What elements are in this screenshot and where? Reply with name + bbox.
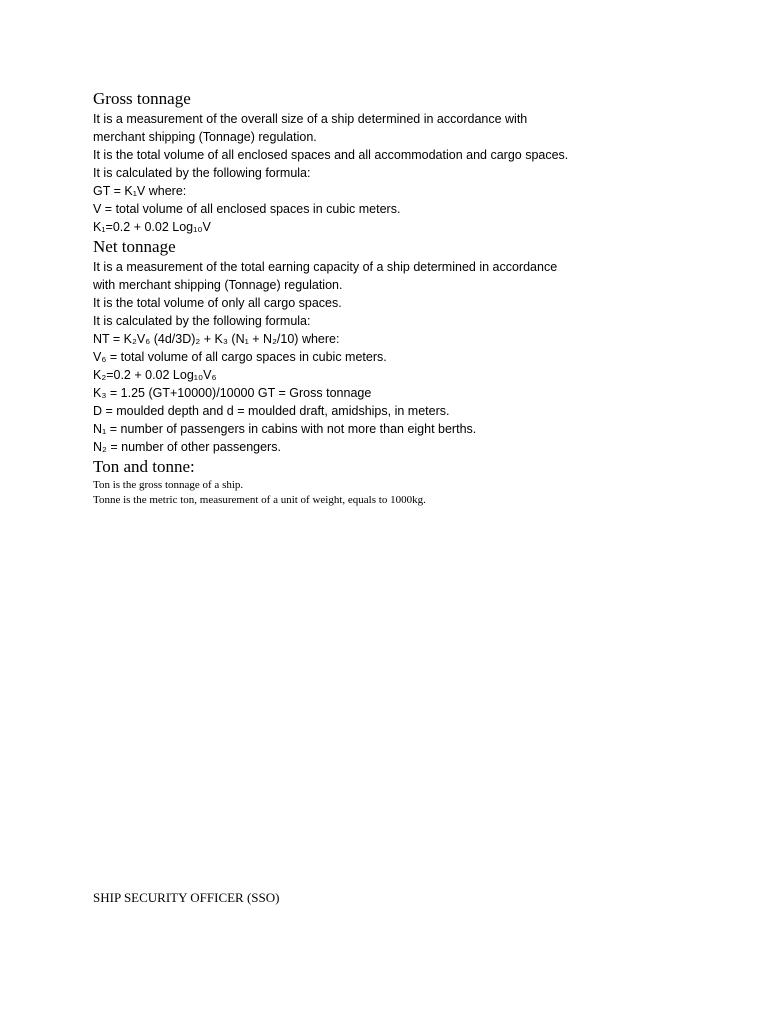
- text-line: N₁ = number of passengers in cabins with not more than eight berths.: [93, 422, 477, 436]
- footer-heading: SHIP SECURITY OFFICER (SSO): [93, 890, 280, 905]
- formula-line: K₂=0.2 + 0.02 Log₁₀V₆: [93, 368, 217, 382]
- formula-line: K₃ = 1.25 (GT+10000)/10000 GT = Gross tonnage: [93, 386, 372, 400]
- document-body: [93, 88, 693, 508]
- text-line: D = moulded depth and d = moulded draft, amidships, in meters.: [93, 404, 450, 418]
- formula-line: NT = K₂V₆ (4d/3D)₂ + K₃ (N₁ + N₂/10) where:: [93, 332, 340, 346]
- text-line: It is the total volume of all enclosed spaces and all accommodation and cargo spaces.: [93, 148, 569, 162]
- heading-gross-tonnage: Gross tonnage: [93, 89, 191, 108]
- text-line: It is calculated by the following formula:: [93, 166, 311, 180]
- text-line: merchant shipping (Tonnage) regulation.: [93, 130, 317, 144]
- text-line: V = total volume of all enclosed spaces in cubic meters.: [93, 202, 401, 216]
- text-line: Ton is the gross tonnage of a ship.: [93, 479, 244, 491]
- text-line: with merchant shipping (Tonnage) regulation.: [93, 278, 343, 292]
- text-line: It is calculated by the following formula:: [93, 314, 311, 328]
- text-line: It is the total volume of only all cargo spaces.: [93, 296, 342, 310]
- text-line: It is a measurement of the total earning capacity of a ship determined in accordance: [93, 260, 558, 274]
- text-line: V₆ = total volume of all cargo spaces in cubic meters.: [93, 350, 387, 364]
- text-line: It is a measurement of the overall size of a ship determined in accordance with: [93, 112, 528, 126]
- formula-line: K₁=0.2 + 0.02 Log₁₀V: [93, 220, 211, 234]
- text-line: N₂ = number of other passengers.: [93, 440, 281, 454]
- heading-ton-and-tonne: Ton and tonne:: [93, 457, 195, 476]
- formula-line: GT = K₁V where:: [93, 184, 187, 198]
- heading-net-tonnage: Net tonnage: [93, 237, 176, 256]
- text-line: Tonne is the metric ton, measurement of a unit of weight, equals to 1000kg.: [93, 494, 426, 506]
